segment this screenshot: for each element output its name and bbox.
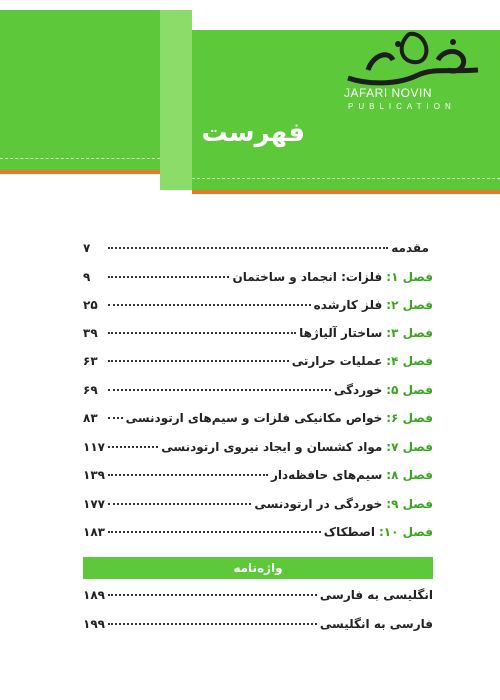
chapter-number: فصل ۵: <box>386 383 433 397</box>
chapter-number: فصل ۳: <box>386 326 433 340</box>
toc-entry[interactable] <box>83 241 433 261</box>
publisher-logo <box>338 30 488 140</box>
toc-entry[interactable] <box>83 326 433 346</box>
chapter-number: فصل ۴: <box>386 354 433 368</box>
dashed-divider <box>192 178 500 179</box>
chapter-title: فلز کارشده <box>313 298 383 312</box>
dot-leader <box>108 332 296 334</box>
page-title: فهرست <box>201 118 305 148</box>
glossary-heading: واژه‌نامه <box>83 557 433 579</box>
toc-entry[interactable] <box>83 383 433 403</box>
toc-entry[interactable] <box>83 298 433 318</box>
page-number: ۸۳ <box>83 411 98 425</box>
logo-subtext: PUBLICATION <box>348 102 456 111</box>
dot-leader <box>108 594 317 596</box>
chapter-number: فصل ۱۰: <box>378 525 433 539</box>
page-number: ۱۷۷ <box>83 497 105 511</box>
chapter-number: فصل ۲: <box>386 298 433 312</box>
chapter-title: سیم‌های حافظه‌دار <box>271 468 383 482</box>
page-number: ۱۳۹ <box>83 468 105 482</box>
glossary-title: انگلیسی به فارسی <box>319 588 433 602</box>
chapter-title: خوردگی <box>333 383 383 397</box>
page-number: ۱۸۳ <box>83 525 105 539</box>
toc-entry[interactable] <box>83 497 433 517</box>
chapter-title: مقدمه <box>391 241 429 255</box>
dot-leader <box>108 474 268 476</box>
page-number: ۹ <box>83 270 91 284</box>
dot-leader <box>108 247 388 249</box>
page-number: ۳۹ <box>83 326 98 340</box>
dot-leader <box>108 503 251 505</box>
toc-entry[interactable] <box>83 411 433 431</box>
calligraphy-logo-icon <box>338 30 488 90</box>
chapter-title: اصطکاک <box>323 525 375 539</box>
page-number: ۲۵ <box>83 298 98 312</box>
orange-stripe <box>0 170 160 174</box>
orange-stripe <box>192 190 500 194</box>
chapter-number: فصل ۶: <box>386 411 433 425</box>
chapter-title: خوردگی در ارتودنسی <box>254 497 383 511</box>
dot-leader <box>108 446 158 448</box>
dot-leader <box>108 360 289 362</box>
glossary-title: فارسی به انگلیسی <box>319 617 433 631</box>
dot-leader <box>108 531 321 533</box>
banner-left-panel <box>0 10 160 170</box>
glossary-entry[interactable] <box>83 588 433 608</box>
dot-leader <box>108 304 311 306</box>
banner-fold <box>160 10 192 190</box>
dot-leader <box>108 276 229 278</box>
page-number: ۷ <box>83 241 91 255</box>
dot-leader <box>108 389 331 391</box>
page-number: ۱۹۹ <box>83 617 105 631</box>
toc-entry[interactable] <box>83 440 433 460</box>
chapter-title: فلزات: انجماد و ساختمان <box>232 270 383 284</box>
page-number: ۶۹ <box>83 383 98 397</box>
chapter-number: فصل ۱: <box>386 270 433 284</box>
glossary-entry[interactable] <box>83 617 433 637</box>
chapter-number: فصل ۸: <box>386 468 433 482</box>
toc-entry[interactable] <box>83 270 433 290</box>
dashed-divider <box>0 158 160 159</box>
header-banner <box>0 0 500 200</box>
logo-text: JAFARI NOVIN <box>344 86 433 100</box>
toc-entry[interactable] <box>83 525 433 545</box>
dot-leader <box>108 417 123 419</box>
page-number: ۱۱۷ <box>83 440 105 454</box>
chapter-title: ساختار آلیاژها <box>299 326 383 340</box>
chapter-number: فصل ۹: <box>386 497 433 511</box>
chapter-title: عملیات حرارتی <box>291 354 383 368</box>
page-number: ۶۳ <box>83 354 98 368</box>
dot-leader <box>108 623 317 625</box>
page-number: ۱۸۹ <box>83 588 105 602</box>
toc-entry[interactable] <box>83 354 433 374</box>
chapter-number: فصل ۷: <box>386 440 433 454</box>
chapter-title: مواد کشسان و ایجاد نیروی ارتودنسی <box>161 440 383 454</box>
chapter-title: خواص مکانیکی فلزات و سیم‌های ارتودنسی <box>125 411 383 425</box>
toc-entry[interactable] <box>83 468 433 488</box>
